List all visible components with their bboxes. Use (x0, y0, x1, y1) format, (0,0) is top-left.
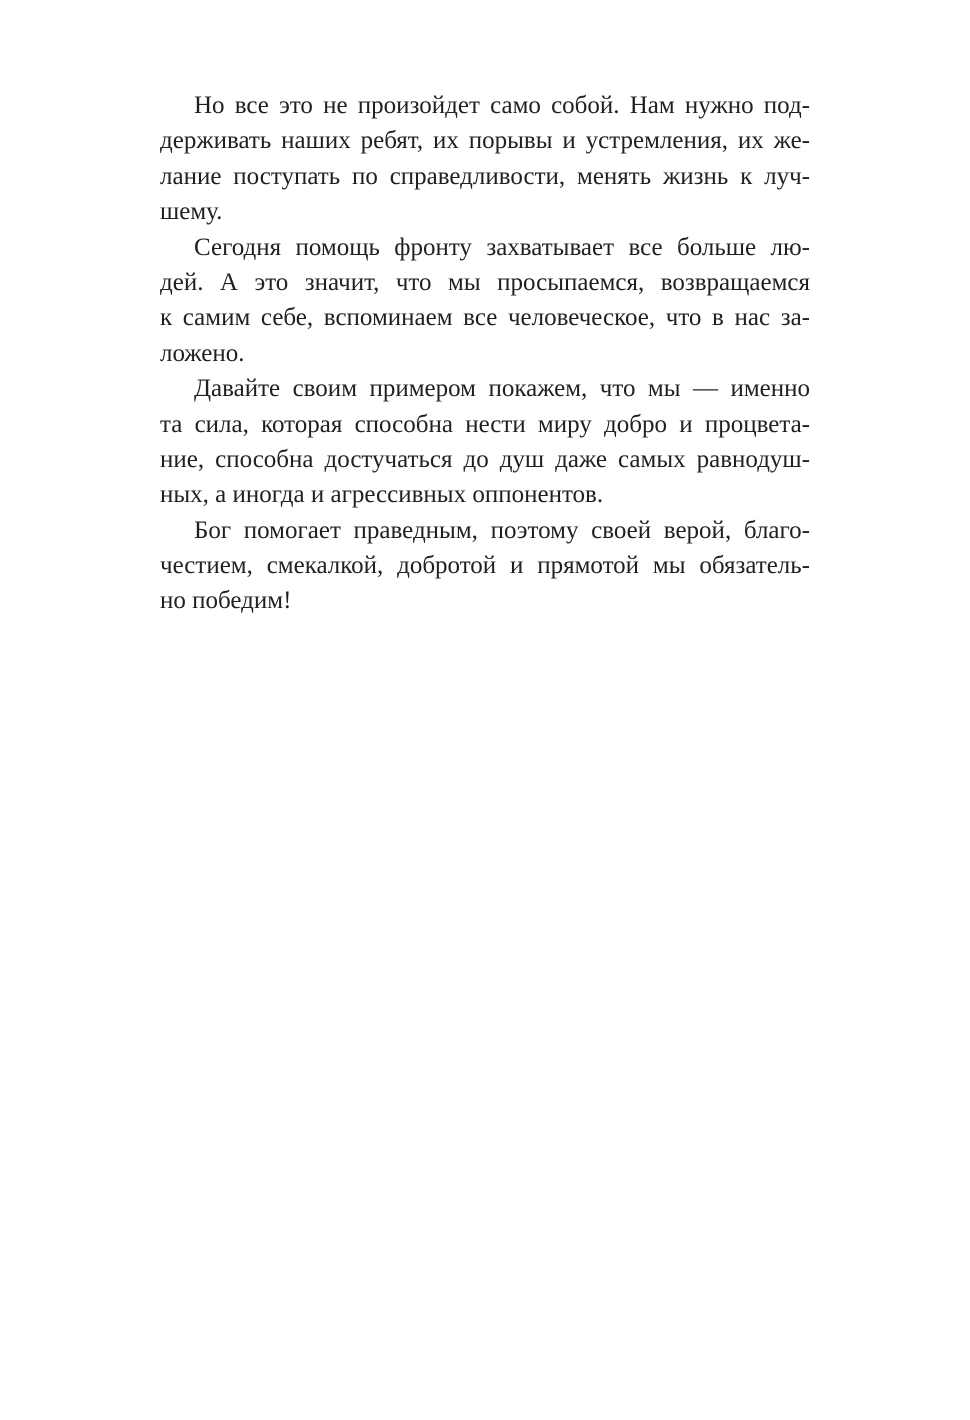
text-line: дей. А это значит, что мы просыпаемся, возвращаемся (160, 268, 810, 296)
text-line: та сила, которая способна нести миру добро и процвета- (160, 410, 810, 438)
text-line: Давайте своим примером покажем, что мы — именно (194, 375, 810, 403)
text-line: Бог помогает праведным, поэтому своей верой, благо- (194, 516, 810, 544)
paragraph-2 (160, 230, 810, 372)
paragraph-1 (160, 88, 810, 230)
text-line: ных, а иногда и агрессивных оппонентов. (160, 481, 604, 509)
text-line: ние, способна достучаться до душ даже самых равнодуш- (160, 445, 810, 473)
paragraph-4 (160, 513, 810, 619)
text-line: но победим! (160, 587, 292, 615)
text-line: к самим себе, вспоминаем все человеческое, что в нас за- (160, 304, 810, 332)
text-line: Но все это не произойдет само собой. Нам нужно под- (194, 92, 810, 119)
text-line: честием, смекалкой, добротой и прямотой мы обязатель- (160, 552, 810, 580)
page-text (160, 88, 810, 619)
text-line: лание поступать по справедливости, менять жизнь к луч- (160, 162, 810, 190)
paragraph-3 (160, 371, 810, 513)
text-line: шему. (160, 198, 223, 226)
text-line: ложено. (160, 339, 245, 367)
text-line: Сегодня помощь фронту захватывает все больше лю- (194, 233, 810, 261)
text-line: держивать наших ребят, их порывы и устремления, их же- (160, 127, 810, 155)
